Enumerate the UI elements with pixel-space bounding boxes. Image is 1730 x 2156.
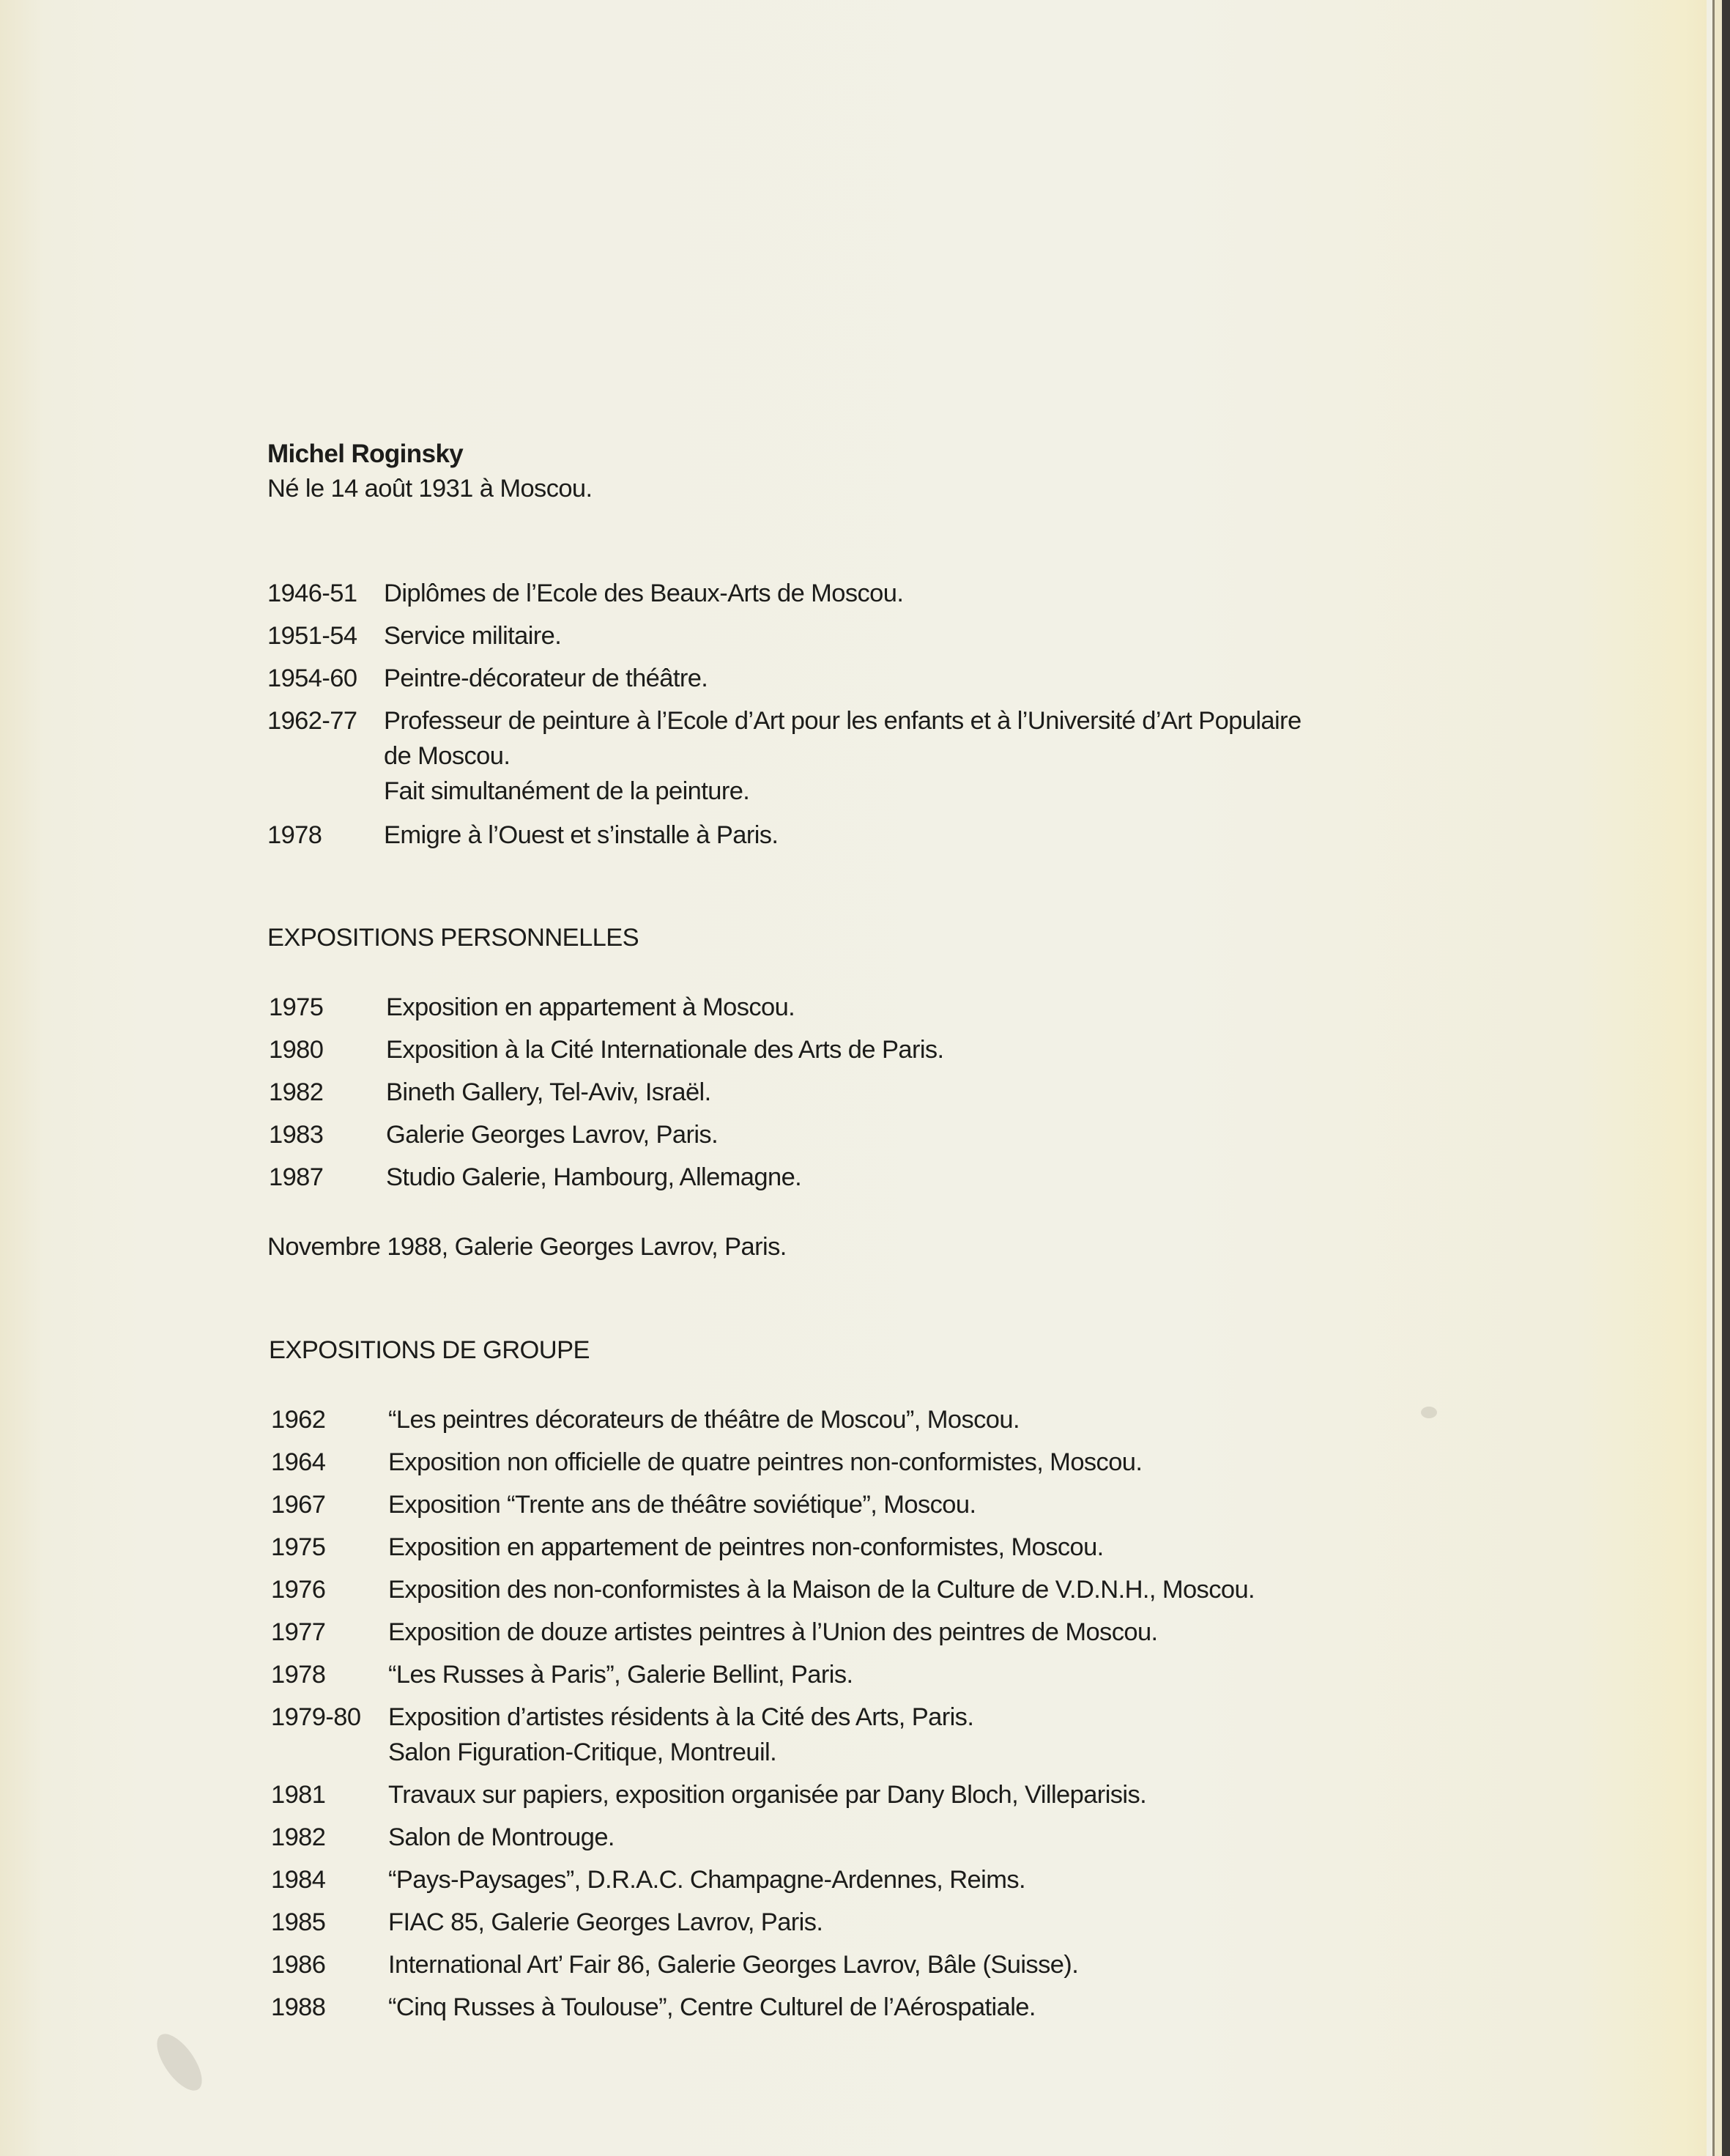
group-text: “Les peintres décorateurs de théâtre de Moscou”, Moscou. (388, 1406, 1020, 1434)
bio-date: 1951-54 (267, 622, 357, 650)
section-title-group: EXPOSITIONS DE GROUPE (269, 1336, 590, 1364)
bio-date: 1946-51 (267, 579, 357, 607)
group-date: 1984 (271, 1866, 326, 1894)
group-date: 1964 (271, 1448, 326, 1476)
personal-date: 1982 (269, 1078, 324, 1106)
group-text: International Art’ Fair 86, Galerie Georges Lavrov, Bâle (Suisse). (388, 1951, 1079, 1979)
artist-name: Michel Roginsky (267, 440, 464, 468)
scan-background (1722, 0, 1730, 2156)
group-date: 1985 (271, 1908, 326, 1936)
group-date: 1982 (271, 1823, 326, 1851)
group-date: 1988 (271, 1993, 326, 2021)
group-date: 1967 (271, 1491, 326, 1519)
personal-date: 1980 (269, 1036, 324, 1064)
group-text: Exposition des non-conformistes à la Maison de la Culture de V.D.N.H., Moscou. (388, 1576, 1255, 1604)
personal-date: 1987 (269, 1163, 324, 1191)
group-text: Salon de Montrouge. (388, 1823, 615, 1851)
section-title-personal: EXPOSITIONS PERSONNELLES (267, 924, 639, 952)
group-date: 1981 (271, 1781, 326, 1809)
personal-date: 1983 (269, 1121, 324, 1149)
group-text: “Cinq Russes à Toulouse”, Centre Culturel de l’Aérospatiale. (388, 1993, 1036, 2021)
group-text: “Pays-Paysages”, D.R.A.C. Champagne-Ardennes, Reims. (388, 1866, 1025, 1894)
group-text: Exposition d’artistes résidents à la Cité des Arts, Paris. (388, 1703, 974, 1731)
bio-text: Emigre à l’Ouest et s’installe à Paris. (384, 821, 779, 849)
group-date: 1976 (271, 1576, 326, 1604)
page-edge-strip (1715, 0, 1722, 2156)
group-date: 1986 (271, 1951, 326, 1979)
bio-text: de Moscou. (384, 742, 511, 770)
personal-date: 1975 (269, 993, 324, 1021)
bio-date: 1954-60 (267, 664, 357, 692)
group-text: Exposition non officielle de quatre peintres non-conformistes, Moscou. (388, 1448, 1143, 1476)
bio-text: Fait simultanément de la peinture. (384, 777, 750, 805)
group-text: Travaux sur papiers, exposition organisée par Dany Bloch, Villeparisis. (388, 1781, 1147, 1809)
bio-text: Diplômes de l’Ecole des Beaux-Arts de Moscou. (384, 579, 904, 607)
birth-info: Né le 14 août 1931 à Moscou. (267, 475, 593, 503)
bio-text: Service militaire. (384, 622, 562, 650)
group-date: 1978 (271, 1661, 326, 1689)
group-text: FIAC 85, Galerie Georges Lavrov, Paris. (388, 1908, 823, 1936)
group-text: “Les Russes à Paris”, Galerie Bellint, Paris. (388, 1661, 853, 1689)
group-text: Exposition de douze artistes peintres à l’Union des peintres de Moscou. (388, 1618, 1158, 1646)
group-date: 1979-80 (271, 1703, 361, 1731)
group-text: Salon Figuration-Critique, Montreuil. (388, 1738, 777, 1766)
bio-date: 1978 (267, 821, 322, 849)
bio-text: Professeur de peinture à l’Ecole d’Art pour les enfants et à l’Université d’Art Populaire (384, 707, 1302, 735)
personal-text: Exposition en appartement à Moscou. (386, 993, 795, 1021)
group-date: 1962 (271, 1406, 326, 1434)
personal-text: Bineth Gallery, Tel-Aviv, Israël. (386, 1078, 711, 1106)
bio-date: 1962-77 (267, 707, 357, 735)
personal-text: Studio Galerie, Hambourg, Allemagne. (386, 1163, 802, 1191)
personal-text: Galerie Georges Lavrov, Paris. (386, 1121, 719, 1149)
personal-note: Novembre 1988, Galerie Georges Lavrov, Paris. (267, 1233, 787, 1261)
group-text: Exposition en appartement de peintres non-conformistes, Moscou. (388, 1533, 1104, 1561)
group-date: 1977 (271, 1618, 326, 1646)
group-text: Exposition “Trente ans de théâtre soviétique”, Moscou. (388, 1491, 976, 1519)
group-date: 1975 (271, 1533, 326, 1561)
bio-text: Peintre-décorateur de théâtre. (384, 664, 708, 692)
personal-text: Exposition à la Cité Internationale des Arts de Paris. (386, 1036, 944, 1064)
